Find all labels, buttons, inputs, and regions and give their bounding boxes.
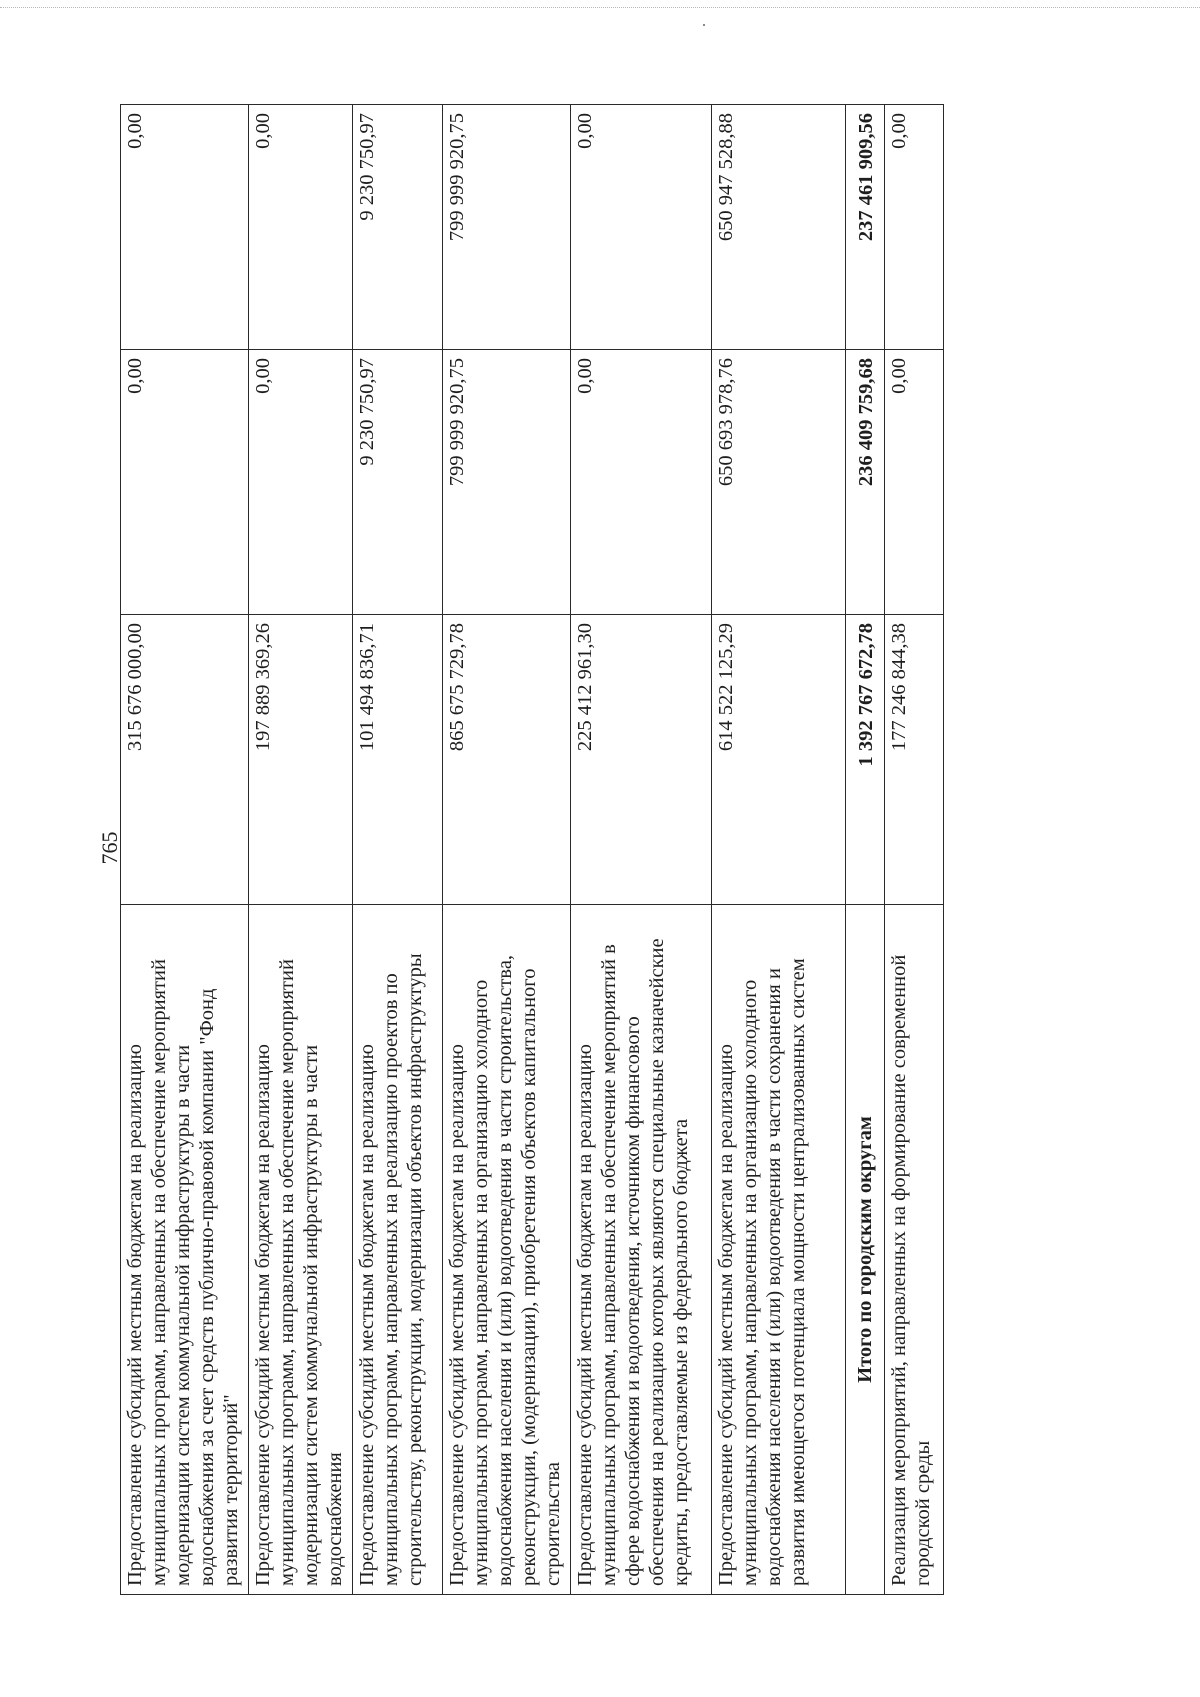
row-value-col2: 101 494 836,71 (352, 615, 442, 905)
row-value-col3: 0,00 (570, 350, 711, 615)
row-value-col4: 0,00 (570, 105, 711, 350)
row-value-col2: 177 246 844,38 (884, 615, 944, 905)
row-description: Предоставление субсидий местным бюджетам на реализацию муниципальных программ, направленных на реализацию проектов по строительству, реконструкции, модернизации объектов инфраструктуры (352, 905, 442, 1595)
table-row (570, 105, 711, 1595)
total-row (845, 105, 884, 1595)
row-value-col3: 650 693 978,76 (712, 350, 845, 615)
row-value-col3: 799 999 920,75 (442, 350, 570, 615)
row-value-col4: 799 999 920,75 (442, 105, 570, 350)
row-value-col3: 0,00 (249, 350, 353, 615)
table-row (884, 105, 944, 1595)
row-description: Предоставление субсидий местным бюджетам на реализацию муниципальных программ, направленных на организацию холодного водоснабжения населения и (или) водоотведения в части сохранения и развития имеющегося потенциала мощности централизованных систем (712, 905, 845, 1595)
row-value-col3: 0,00 (884, 350, 944, 615)
row-value-col2: 865 675 729,78 (442, 615, 570, 905)
scan-speck (703, 24, 705, 26)
table-row (352, 105, 442, 1595)
row-description: Реализация мероприятий, направленных на формирование современной городской среды (884, 905, 944, 1595)
row-value-col2: 315 676 000,00 (121, 615, 249, 905)
total-value-col3: 236 409 759,68 (845, 350, 884, 615)
row-value-col3: 0,00 (121, 350, 249, 615)
row-description: Предоставление субсидий местным бюджетам на реализацию муниципальных программ, направленных на обеспечение мероприятий в сфере водоснабжения и водоотведения, источником финансового обеспечения на реализацию которых являются специальные казначейские кредиты, предоставляемые из федерального бюджета (570, 905, 711, 1595)
row-value-col4: 0,00 (884, 105, 944, 350)
row-value-col4: 650 947 528,88 (712, 105, 845, 350)
table-row (121, 105, 249, 1595)
total-value-col4: 237 461 909,56 (845, 105, 884, 350)
row-value-col2: 225 412 961,30 (570, 615, 711, 905)
scan-edge-line (0, 7, 1200, 8)
row-value-col4: 9 230 750,97 (352, 105, 442, 350)
total-value-col2: 1 392 767 672,78 (845, 615, 884, 905)
row-description: Предоставление субсидий местным бюджетам на реализацию муниципальных программ, направленных на обеспечение мероприятий модернизации систем коммунальной инфраструктуры в части водоснабжения за счет средств публично-правовой компании "Фонд развития территорий" (121, 905, 249, 1595)
table-row (442, 105, 570, 1595)
table-row (249, 105, 353, 1595)
row-value-col4: 0,00 (121, 105, 249, 350)
row-description: Предоставление субсидий местным бюджетам на реализацию муниципальных программ, направленных на организацию холодного водоснабжения населения и (или) водоотведения в части строительства, реконструкции, (модернизации), приобретения объектов капитального строительства (442, 905, 570, 1595)
row-description: Предоставление субсидий местным бюджетам на реализацию муниципальных программ, направленных на обеспечение мероприятий модернизации систем коммунальной инфраструктуры в части водоснабжения (249, 905, 353, 1595)
row-value-col3: 9 230 750,97 (352, 350, 442, 615)
row-value-col4: 0,00 (249, 105, 353, 350)
budget-table (120, 104, 944, 1595)
page-number-text: 765 (97, 831, 122, 865)
total-label: Итого по городским округам (845, 905, 884, 1595)
budget-table-container (120, 105, 944, 1595)
row-value-col2: 614 522 125,29 (712, 615, 845, 905)
table-row (712, 105, 845, 1595)
row-value-col2: 197 889 369,26 (249, 615, 353, 905)
